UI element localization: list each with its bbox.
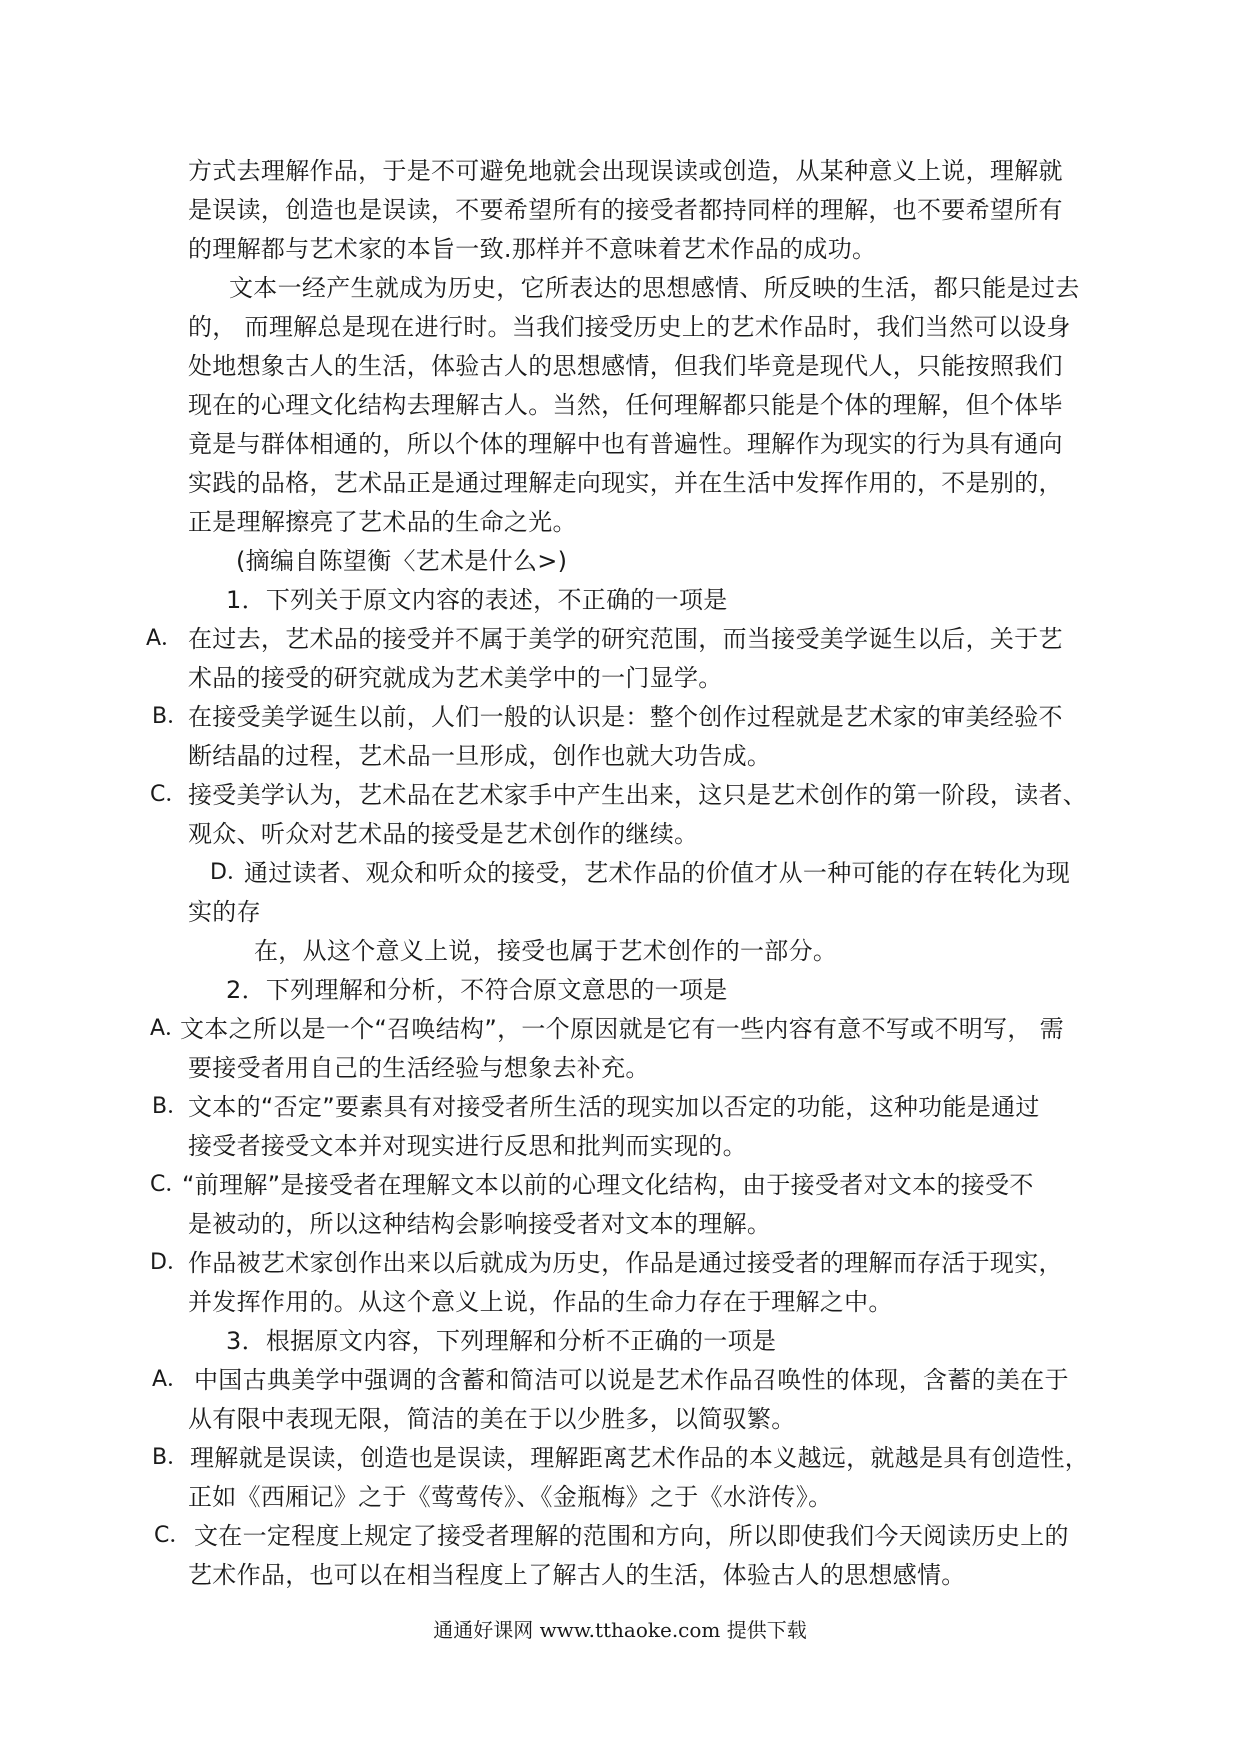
option-text: 文本之所以是一个“召唤结构”，一个原因就是它有一些内容有意不写或不明写， 需 xyxy=(180,1015,1064,1043)
question-3-stem: 3．根据原文内容，下列理解和分析不正确的一项是 xyxy=(226,1327,777,1355)
option-text: 正如《西厢记》之于《莺莺传》、《金瓶梅》之于《水浒传》。 xyxy=(188,1483,833,1511)
passage-line: 现在的心理文化结构去理解古人。当然，任何理解都只能是个体的理解，但个体毕 xyxy=(188,391,1063,419)
option-text: 通过读者、观众和听众的接受，艺术作品的价值才从一种可能的存在转化为现 xyxy=(244,859,1071,887)
passage-line: 文本一经产生就成为历史，它所表达的思想感情、所反映的生活，都只能是过去 xyxy=(229,274,1080,302)
question-2-stem: 2．下列理解和分析，不符合原文意思的一项是 xyxy=(226,976,728,1004)
option-label: A． xyxy=(146,626,184,651)
passage-line: 正是理解擦亮了艺术品的生命之光。 xyxy=(188,508,577,536)
option-text: 要接受者用自己的生活经验与想象去补充。 xyxy=(188,1054,650,1082)
option-text: 中国古典美学中强调的含蓄和简洁可以说是艺术作品召唤性的体现，含蓄的美在于 xyxy=(194,1366,1069,1394)
page-footer: 通通好课网 www.tthaoke.com 提供下载 xyxy=(433,1618,807,1642)
option-text: 从有限中表现无限，简洁的美在于以少胜多，以简驭繁。 xyxy=(188,1405,796,1433)
option-text: 术品的接受的研究就成为艺术美学中的一门显学。 xyxy=(188,664,723,692)
option-label: C． xyxy=(150,1172,188,1197)
option-text: 并发挥作用的。从这个意义上说，作品的生命力存在于理解之中。 xyxy=(188,1288,893,1316)
option-text: 作品被艺术家创作出来以后就成为历史，作品是通过接受者的理解而存活于现实， xyxy=(188,1249,1063,1277)
passage-line: 是误读，创造也是误读，不要希望所有的接受者都持同样的理解，也不要希望所有 xyxy=(188,196,1063,224)
question-1-stem: 1．下列关于原文内容的表述，不正确的一项是 xyxy=(226,586,728,614)
option-text: “前理解”是接受者在理解文本以前的心理文化结构，由于接受者对文本的接受不 xyxy=(182,1171,1034,1199)
option-text: 接受者接受文本并对现实进行反思和批判而实现的。 xyxy=(188,1132,747,1160)
option-label: D． xyxy=(210,860,249,885)
option-label: B． xyxy=(152,704,190,729)
passage-line: 处地想象古人的生活，体验古人的思想感情，但我们毕竟是现代人，只能按照我们 xyxy=(188,352,1063,380)
option-text: 观众、听众对艺术品的接受是艺术创作的继续。 xyxy=(188,820,699,848)
option-label: C． xyxy=(150,782,188,807)
option-text: 艺术作品，也可以在相当程度上了解古人的生活，体验古人的思想感情。 xyxy=(188,1561,966,1589)
passage-line: 的， 而理解总是现在进行时。当我们接受历史上的艺术作品时，我们当然可以设身 xyxy=(188,313,1071,341)
option-text: 断结晶的过程，艺术品一旦形成，创作也就大功告成。 xyxy=(188,742,772,770)
option-text: 在过去，艺术品的接受并不属于美学的研究范围，而当接受美学诞生以后，关于艺 xyxy=(188,625,1063,653)
option-text: 在，从这个意义上说，接受也属于艺术创作的一部分。 xyxy=(254,937,838,965)
passage-line: 的理解都与艺术家的本旨一致.那样并不意味着艺术作品的成功。 xyxy=(188,235,877,263)
option-label: B． xyxy=(152,1094,190,1119)
option-text: 文本的“否定”要素具有对接受者所生活的现实加以否定的功能，这种功能是通过 xyxy=(188,1093,1040,1121)
option-text: 理解就是误读，创造也是误读，理解距离艺术作品的本义越远，就越是具有创造性， xyxy=(190,1444,1090,1472)
option-label: B． xyxy=(152,1445,190,1470)
option-label: D． xyxy=(150,1250,189,1275)
passage-line: 方式去理解作品，于是不可避免地就会出现误读或创造，从某种意义上说，理解就 xyxy=(188,157,1063,185)
option-text: 实的存 xyxy=(188,898,261,926)
option-text: 是被动的，所以这种结构会影响接受者对文本的理解。 xyxy=(188,1210,772,1238)
option-label: A． xyxy=(150,1016,188,1041)
passage-line: 实践的品格，艺术品正是通过理解走向现实，并在生活中发挥作用的，不是别的， xyxy=(188,469,1063,497)
option-text: 在接受美学诞生以前，人们一般的认识是：整个创作过程就是艺术家的审美经验不 xyxy=(188,703,1063,731)
option-label: C． xyxy=(154,1523,192,1548)
option-text: 接受美学认为，艺术品在艺术家手中产生出来，这只是艺术创作的第一阶段，读者、 xyxy=(188,781,1088,809)
option-label: A． xyxy=(152,1367,190,1392)
option-text: 文在一定程度上规定了接受者理解的范围和方向，所以即使我们今天阅读历史上的 xyxy=(194,1522,1069,1550)
passage-source: (摘编自陈望衡〈艺术是什么>) xyxy=(236,547,568,575)
passage-line: 竟是与群体相通的，所以个体的理解中也有普遍性。理解作为现实的行为具有通向 xyxy=(188,430,1063,458)
